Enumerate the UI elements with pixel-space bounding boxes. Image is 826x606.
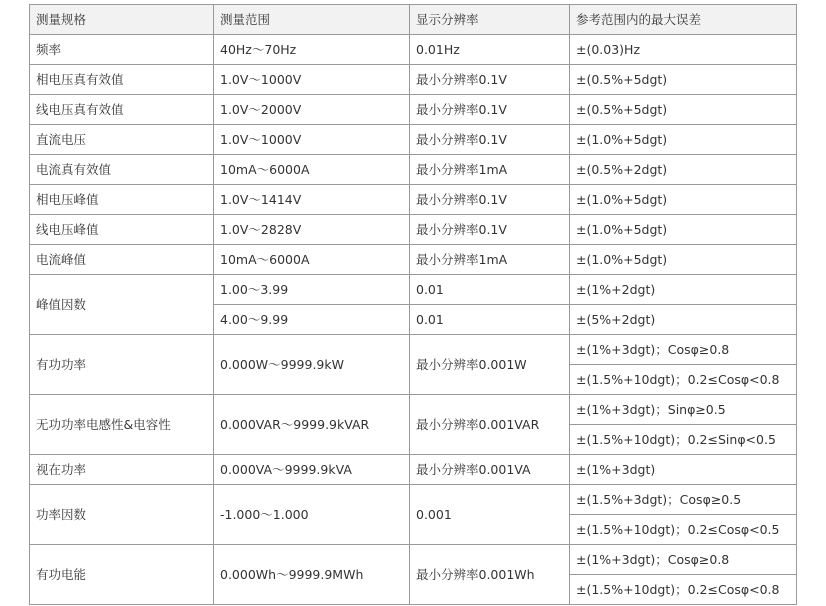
spec-cell: 有功功率: [30, 335, 214, 395]
table-row: [30, 215, 797, 245]
range-cell: 1.0V～1000V: [214, 125, 410, 155]
spec-cell: 有功电能: [30, 545, 214, 605]
error-cell: ±(1.0%+5dgt): [570, 245, 797, 275]
table-row: [30, 185, 797, 215]
resolution-cell: 0.001: [410, 485, 570, 545]
error-cell: ±(1%+2dgt): [570, 275, 797, 305]
range-cell: 4.00～9.99: [214, 305, 410, 335]
range-cell: 0.000Wh～9999.9MWh: [214, 545, 410, 605]
spec-cell: 线电压真有效值: [30, 95, 214, 125]
table-row: [30, 65, 797, 95]
error-cell: ±(0.5%+5dgt): [570, 95, 797, 125]
spec-cell: 频率: [30, 35, 214, 65]
range-cell: 1.0V～1414V: [214, 185, 410, 215]
resolution-cell: 0.01: [410, 305, 570, 335]
table-row: [30, 35, 797, 65]
spec-cell: 线电压峰值: [30, 215, 214, 245]
error-cell: ±(1.5%+10dgt)；0.2≤Sinφ<0.5: [570, 425, 797, 455]
range-cell: 10mA～6000A: [214, 245, 410, 275]
spec-cell: 电流真有效值: [30, 155, 214, 185]
error-cell: ±(1.5%+10dgt)；0.2≤Cosφ<0.8: [570, 575, 797, 605]
resolution-cell: 最小分辨率0.001VA: [410, 455, 570, 485]
range-cell: 10mA～6000A: [214, 155, 410, 185]
spec-cell: 电流峰值: [30, 245, 214, 275]
table-row: [30, 395, 797, 425]
spec-cell: 峰值因数: [30, 275, 214, 335]
error-cell: ±(1%+3dgt)；Cosφ≥0.8: [570, 545, 797, 575]
resolution-cell: 最小分辨率0.1V: [410, 125, 570, 155]
resolution-cell: 0.01: [410, 275, 570, 305]
table-row: [30, 485, 797, 515]
range-cell: 0.000VA～9999.9kVA: [214, 455, 410, 485]
table-row: [30, 95, 797, 125]
spec-cell: 直流电压: [30, 125, 214, 155]
table-row: [30, 275, 797, 305]
error-cell: ±(1.5%+10dgt)；0.2≤Cosφ<0.5: [570, 515, 797, 545]
table-row: [30, 155, 797, 185]
range-cell: 1.00～3.99: [214, 275, 410, 305]
error-cell: ±(1.0%+5dgt): [570, 215, 797, 245]
header-cell: 显示分辨率: [410, 5, 570, 35]
error-cell: ±(1%+3dgt): [570, 455, 797, 485]
resolution-cell: 最小分辨率0.001W: [410, 335, 570, 395]
table-header-row: [30, 5, 797, 35]
resolution-cell: 最小分辨率0.1V: [410, 185, 570, 215]
resolution-cell: 最小分辨率1mA: [410, 245, 570, 275]
range-cell: 1.0V～2828V: [214, 215, 410, 245]
resolution-cell: 0.01Hz: [410, 35, 570, 65]
range-cell: 1.0V～2000V: [214, 95, 410, 125]
header-cell: 测量范围: [214, 5, 410, 35]
spec-cell: 视在功率: [30, 455, 214, 485]
spec-cell: 无功功率电感性&电容性: [30, 395, 214, 455]
error-cell: ±(5%+2dgt): [570, 305, 797, 335]
resolution-cell: 最小分辨率0.1V: [410, 95, 570, 125]
spec-cell: 相电压真有效值: [30, 65, 214, 95]
error-cell: ±(1.0%+5dgt): [570, 125, 797, 155]
error-cell: ±(1.0%+5dgt): [570, 185, 797, 215]
table-row: [30, 545, 797, 575]
header-cell: 测量规格: [30, 5, 214, 35]
range-cell: 1.0V～1000V: [214, 65, 410, 95]
error-cell: ±(1.5%+3dgt)；Cosφ≥0.5: [570, 485, 797, 515]
table-row: [30, 335, 797, 365]
resolution-cell: 最小分辨率0.001Wh: [410, 545, 570, 605]
range-cell: -1.000～1.000: [214, 485, 410, 545]
range-cell: 0.000W～9999.9kW: [214, 335, 410, 395]
spec-cell: 功率因数: [30, 485, 214, 545]
error-cell: ±(1%+3dgt)；Cosφ≥0.8: [570, 335, 797, 365]
error-cell: ±(1.5%+10dgt)；0.2≤Cosφ<0.8: [570, 365, 797, 395]
error-cell: ±(0.5%+2dgt): [570, 155, 797, 185]
resolution-cell: 最小分辨率0.1V: [410, 65, 570, 95]
table-row: [30, 245, 797, 275]
spec-cell: 相电压峰值: [30, 185, 214, 215]
spec-table: [29, 4, 797, 605]
table-row: [30, 455, 797, 485]
error-cell: ±(0.5%+5dgt): [570, 65, 797, 95]
table-row: [30, 125, 797, 155]
resolution-cell: 最小分辨率0.001VAR: [410, 395, 570, 455]
error-cell: ±(0.03)Hz: [570, 35, 797, 65]
range-cell: 40Hz～70Hz: [214, 35, 410, 65]
header-cell: 参考范围内的最大误差: [570, 5, 797, 35]
resolution-cell: 最小分辨率1mA: [410, 155, 570, 185]
range-cell: 0.000VAR～9999.9kVAR: [214, 395, 410, 455]
resolution-cell: 最小分辨率0.1V: [410, 215, 570, 245]
error-cell: ±(1%+3dgt)；Sinφ≥0.5: [570, 395, 797, 425]
